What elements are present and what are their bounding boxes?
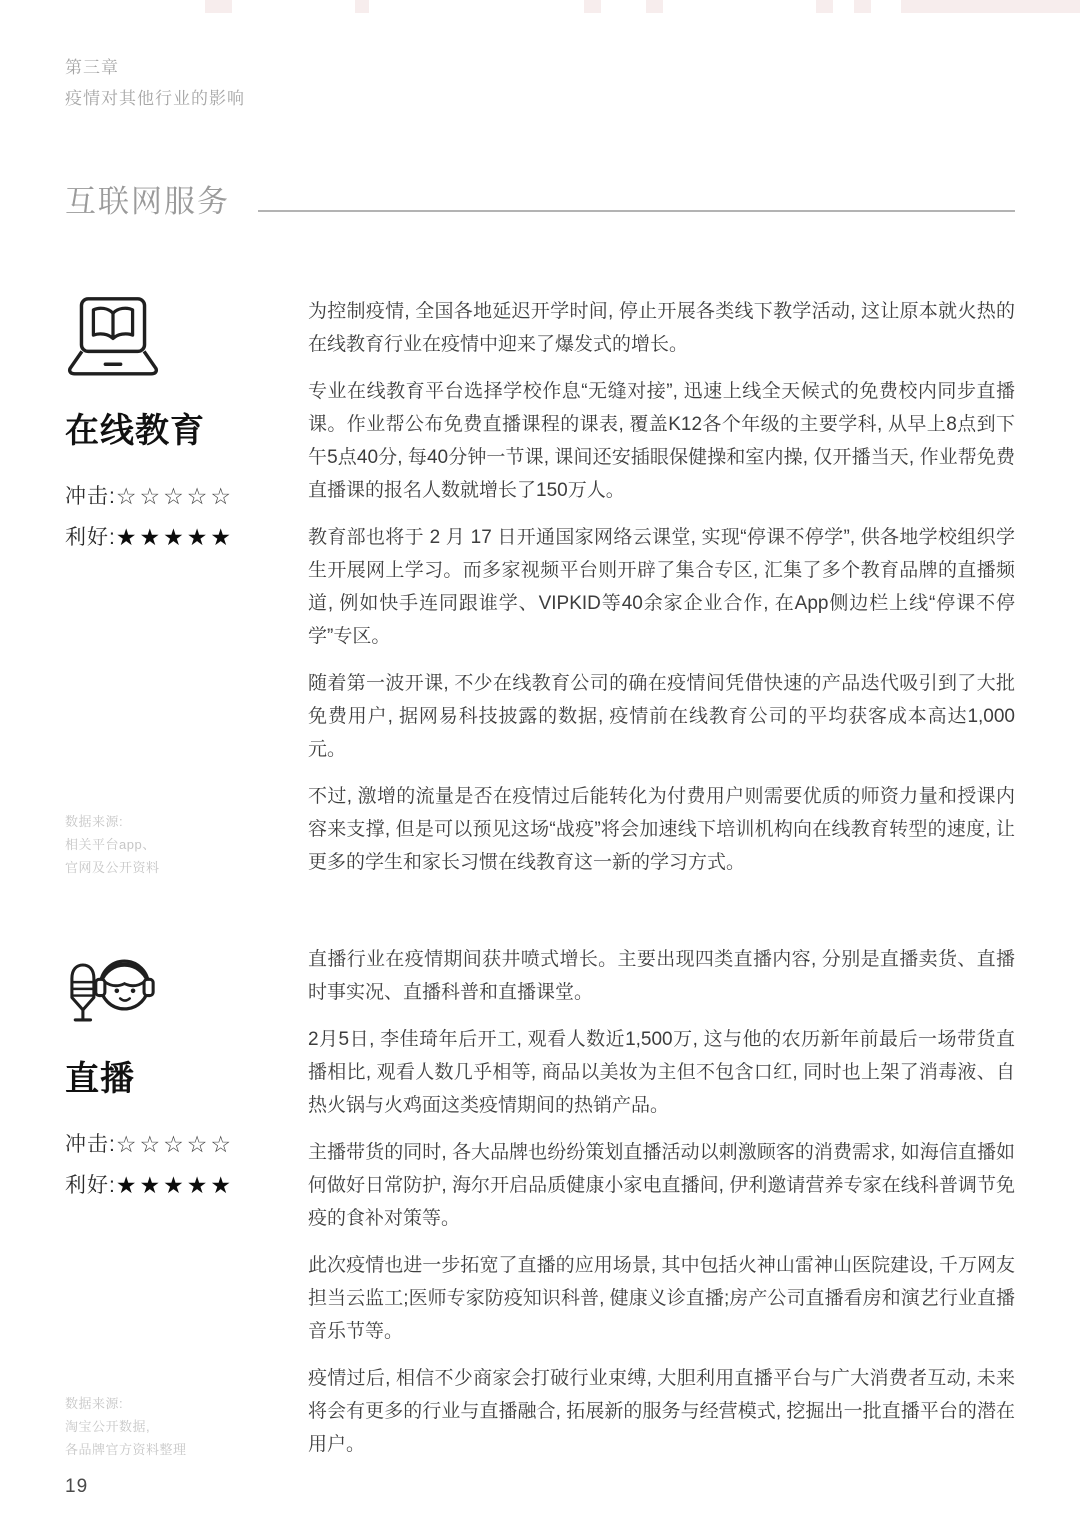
rating-block	[65, 1124, 234, 1206]
section-header	[65, 176, 1015, 221]
chapter-header	[65, 52, 1015, 114]
paragraph: 不过, 激增的流量是否在疫情过后能转化为付费用户则需要优质的师资力量和授课内容来支撑, 但是可以预见这场“战疫”将会加速线下培训机构向在线教育转型的速度, 让更多的学生和家长习惯在线教育这一新的学习方式。	[308, 786, 1015, 873]
scan-artifact-marks	[0, 0, 1080, 14]
paragraph: 为控制疫情, 全国各地延迟开学时间, 停止开展各类线下教学活动, 这让原本就火热的在线教育行业在疫情中迎来了爆发式的增长。	[308, 301, 1015, 355]
paragraph: 此次疫情也进一步拓宽了直播的应用场景, 其中包括火神山雷神山医院建设, 千万网友担当云监工;医师专家防疫知识科普, 健康义诊直播;房产公司直播看房和演艺行业直播音乐节等。	[308, 1255, 1015, 1342]
paragraph: 2月5日, 李佳琦年后开工, 观看人数近1,500万, 这与他的农历新年前最后一场带货直播相比, 观看人数几乎相等, 商品以美妆为主但不包含口红, 同时也上架了消毒液、自热火锅与火鸡面这类疫情期间的热销产品。	[308, 1029, 1015, 1116]
benefit-label: 利好:	[65, 526, 116, 549]
data-source-note	[65, 810, 160, 879]
benefit-rating	[65, 1165, 234, 1206]
benefit-stars: ★★★★★	[115, 1172, 234, 1198]
rating-block	[65, 476, 234, 558]
laptop-open-book-icon	[65, 295, 161, 381]
chapter-label: 第三章	[65, 58, 119, 77]
page-number: 19	[65, 1476, 89, 1497]
paragraph: 教育部也将于 2 月 17 日开通国家网络云课堂, 实现“停课不停学”, 供各地学校组织学生开展网上学习。而多家视频平台则开辟了集合专区, 汇集了多个教育品牌的直播频道, 例如快手连同跟谁学、VIPKID等40余家企业合作, 在App侧边栏上线“停课不停学”专区。	[308, 527, 1015, 647]
chapter-title: 疫情对其他行业的影响	[65, 89, 245, 108]
article-live-streaming	[65, 943, 1015, 1461]
data-source-line: 数据来源:	[65, 814, 124, 829]
article-sidebar	[65, 943, 308, 1461]
impact-label: 冲击:	[65, 485, 116, 508]
paragraph: 直播行业在疫情期间获井喷式增长。主要出现四类直播内容, 分别是直播卖货、直播时事实况、直播科普和直播课堂。	[308, 949, 1015, 1003]
article-body	[308, 943, 1015, 1461]
impact-stars: ☆☆☆☆☆	[115, 1131, 234, 1157]
paragraph: 疫情过后, 相信不少商家会打破行业束缚, 大胆利用直播平台与广大消费者互动, 未来将会有更多的行业与直播融合, 拓展新的服务与经营模式, 挖掘出一批直播平台的潜在用户。	[308, 1368, 1015, 1455]
data-source-line: 淘宝公开数据,	[65, 1419, 151, 1434]
article-online-education	[65, 295, 1015, 879]
broadcaster-headphones-mic-icon	[65, 943, 161, 1029]
article-body	[308, 295, 1015, 879]
paragraph: 专业在线教育平台选择学校作息“无缝对接”, 迅速上线全天候式的免费校内同步直播课。作业帮公布免费直播课程的课表, 覆盖K12各个年级的主要学科, 从早上8点到下午5点40分, 每40分钟一节课, 课间还安插眼保健操和室内操, 仅开播当天, 作业帮免费直播课的报名人数就增长了150万人。	[308, 381, 1015, 501]
data-source-line: 各品牌官方资料整理	[65, 1442, 187, 1457]
data-source-note	[65, 1392, 187, 1461]
section-rule-line	[258, 210, 1015, 212]
impact-rating	[65, 1124, 234, 1165]
impact-rating	[65, 476, 234, 517]
impact-stars: ☆☆☆☆☆	[115, 483, 234, 509]
topic-title: 在线教育	[65, 412, 205, 450]
section-title: 互联网服务	[65, 184, 230, 219]
impact-label: 冲击:	[65, 1133, 116, 1156]
benefit-stars: ★★★★★	[115, 524, 234, 550]
topic-title: 直播	[65, 1060, 135, 1098]
benefit-rating	[65, 517, 234, 558]
paragraph: 主播带货的同时, 各大品牌也纷纷策划直播活动以刺激顾客的消费需求, 如海信直播如何做好日常防护, 海尔开启品质健康小家电直播间, 伊利邀请营养专家在线科普调节免疫的食补对策等。	[308, 1142, 1015, 1229]
data-source-line: 官网及公开资料	[65, 860, 160, 875]
benefit-label: 利好:	[65, 1174, 116, 1197]
paragraph: 随着第一波开课, 不少在线教育公司的确在疫情间凭借快速的产品迭代吸引到了大批免费用户, 据网易科技披露的数据, 疫情前在线教育公司的平均获客成本高达1,000元。	[308, 673, 1015, 760]
data-source-line: 数据来源:	[65, 1396, 124, 1411]
article-sidebar	[65, 295, 308, 879]
data-source-line: 相关平台app、	[65, 837, 156, 852]
